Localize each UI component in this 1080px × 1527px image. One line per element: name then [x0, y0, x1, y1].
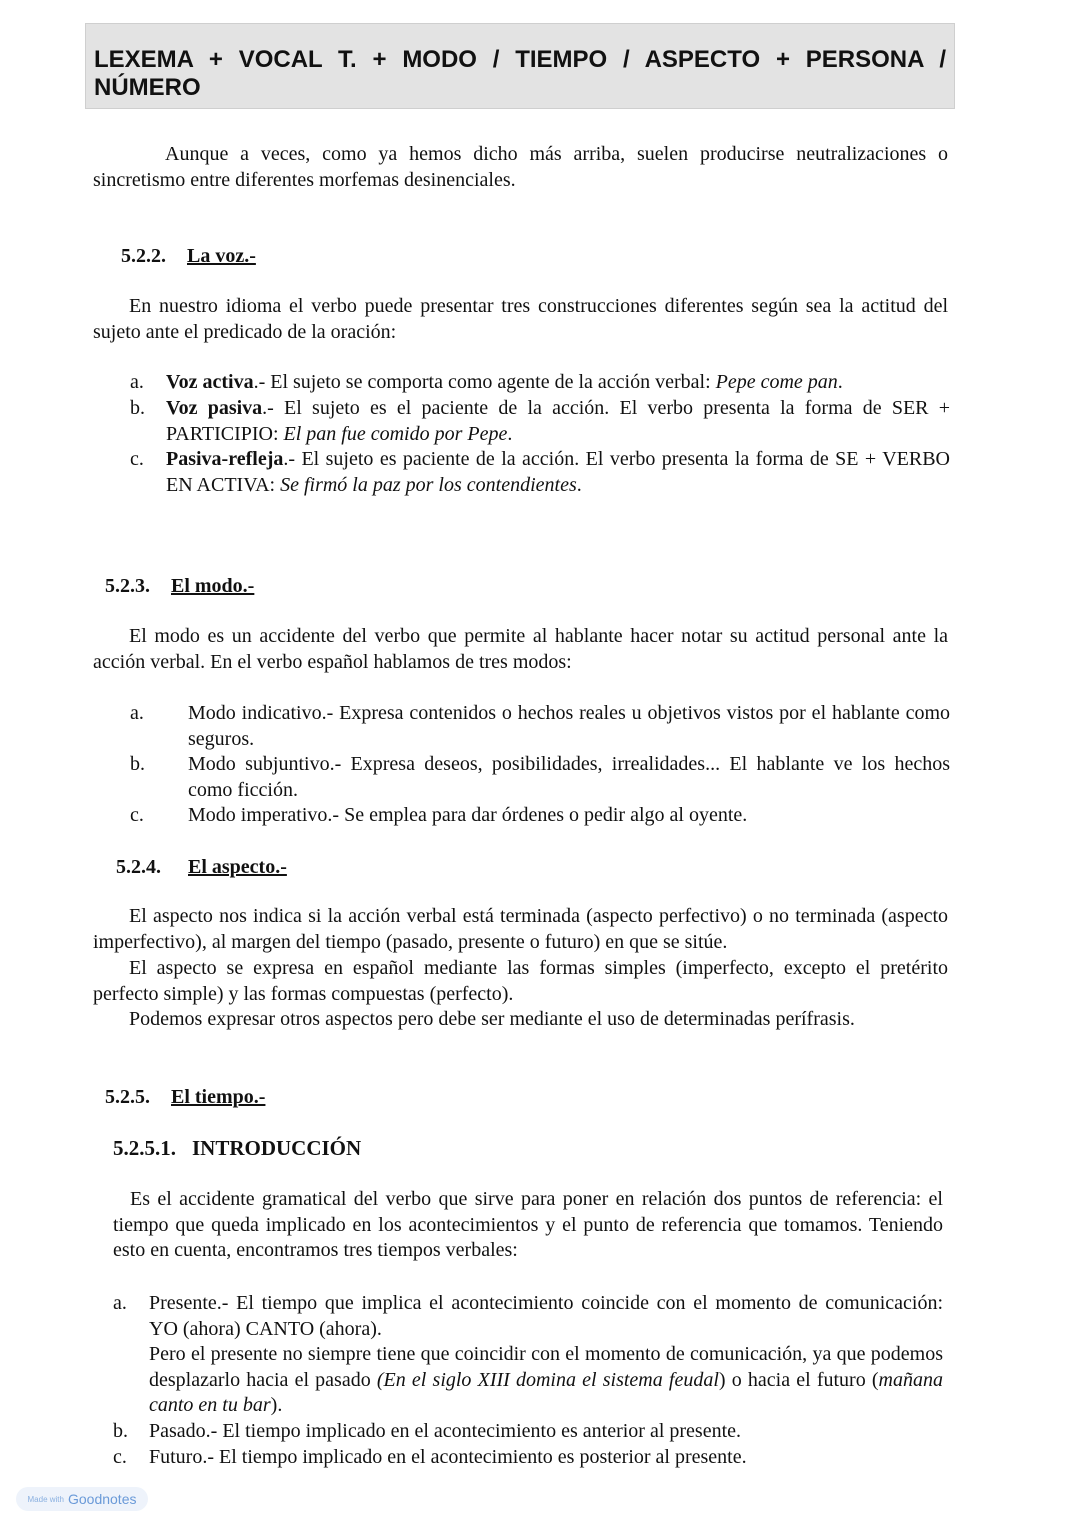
subsection-heading-introduccion [113, 1136, 361, 1161]
section-title: La voz.- [187, 245, 256, 267]
list-marker: b. [113, 1420, 128, 1442]
aspecto-paragraph: El aspecto se expresa en español mediante las formas simples (imperfecto, excepto el pretérito perfecto simple) y las formas compuestas (perfecto). [93, 957, 948, 1005]
presente-note [149, 1342, 943, 1419]
term: Voz pasiva [166, 397, 263, 419]
note-text: ). [270, 1394, 283, 1416]
list-text: Modo subjuntivo.- Expresa deseos, posibilidades, irrealidades... El hablante ve los hechos como ficción. [188, 753, 950, 801]
list-marker: a. [113, 1292, 127, 1314]
term: Pasiva-refleja [166, 448, 284, 470]
section-heading-aspecto [116, 855, 287, 880]
aspecto-paragraph: Podemos expresar otros aspectos pero debe ser mediante el uso de determinadas perífrasis. [129, 1008, 855, 1030]
list-marker: b. [130, 753, 145, 775]
list-marker: a. [130, 371, 144, 393]
punctuation: . [837, 371, 843, 393]
list-text: Modo indicativo.- Expresa contenidos o hechos reales u objetivos vistos por el hablante como seguros. [188, 702, 950, 750]
note-text: Pero el presente no siempre tiene que coincidir con el momento de comunicación, ya que podemos desplazarlo hacia el pasado [149, 1343, 943, 1391]
note-text: ) o hacia el futuro ( [718, 1368, 879, 1391]
tiempo-paragraph: Es el accidente gramatical del verbo que sirve para poner en relación dos puntos de referencia: el tiempo que queda implicado en los acontecimientos y el punto de referencia que tomamos. Teniendo esto en cuenta, encontramos tres tiempos verbales: [113, 1188, 943, 1261]
punctuation: . [507, 422, 513, 445]
punctuation: . [576, 473, 582, 496]
list-marker: b. [130, 397, 145, 419]
list-text [166, 447, 950, 498]
aspecto-paragraph: El aspecto nos indica si la acción verbal está terminada (aspecto perfectivo) o no terminada (aspecto imperfectivo), al margen del tiempo (pasado, presente o futuro) en que se sitúe. [93, 905, 948, 953]
modo-paragraph: El modo es un accidente del verbo que permite al hablante hacer notar su actitud personal ante la acción verbal. En el verbo español hablamos de tres modos: [93, 625, 948, 673]
section-number: 5.2.3. [105, 575, 150, 597]
goodnotes-badge [16, 1487, 148, 1511]
brand-label: Goodnotes [67, 1491, 137, 1507]
section-title: El aspecto.- [188, 856, 287, 878]
example: mañana canto en tu bar [149, 1368, 943, 1416]
section-number: 5.2.2. [121, 245, 166, 267]
section-heading-modo [105, 574, 254, 599]
list-text [166, 370, 950, 396]
section-heading-voz [121, 244, 256, 269]
description: .- El sujeto es paciente de la acción. El verbo presenta la forma de SE + VERBO EN ACTIVA: [166, 448, 950, 496]
list-text: Futuro.- El tiempo implicado en el acontecimiento es posterior al presente. [149, 1446, 747, 1468]
description: .- El sujeto se comporta como agente de la acción verbal: [253, 371, 716, 393]
list-marker: c. [130, 448, 144, 470]
list-marker: c. [130, 804, 144, 826]
list-text: Modo imperativo.- Se emplea para dar órdenes o pedir algo al oyente. [188, 804, 748, 826]
made-with-label: Made with [27, 1494, 64, 1504]
voz-paragraph: En nuestro idioma el verbo puede presentar tres construcciones diferentes según sea la actitud del sujeto ante el predicado de la oración: [93, 295, 948, 343]
example: Se firmó la paz por los contendientes [280, 473, 577, 496]
term: Voz activa [166, 371, 254, 393]
list-marker: a. [130, 702, 144, 724]
list-text [149, 1291, 943, 1419]
list-text: Pasado.- El tiempo implicado en el acontecimiento es anterior al presente. [149, 1420, 742, 1442]
section-number: 5.2.4. [116, 856, 161, 878]
section-title: El tiempo.- [171, 1086, 266, 1108]
header-title: LEXEMA + VOCAL T. + MODO / TIEMPO / ASPECTO + PERSONA / NÚMERO [94, 46, 946, 101]
subsection-title: INTRODUCCIÓN [192, 1136, 362, 1160]
intro-paragraph: Aunque a veces, como ya hemos dicho más arriba, suelen producirse neutralizaciones o sincretismo entre diferentes morfemas desinenciales. [93, 143, 948, 191]
subsection-number: 5.2.5.1. [113, 1136, 176, 1160]
description: .- El sujeto es el paciente de la acción. El verbo presenta la forma de SER + PARTICIPIO: [166, 397, 950, 445]
section-number: 5.2.5. [105, 1086, 150, 1108]
example: (En el siglo XIII domina el sistema feudal [376, 1368, 719, 1391]
presente-definition: Presente.- El tiempo que implica el acontecimiento coincide con el momento de comunicación: YO (ahora) CANTO (ahora). [149, 1292, 943, 1340]
example: Pepe come pan [715, 371, 838, 393]
section-heading-tiempo [105, 1085, 265, 1110]
section-title: El modo.- [171, 575, 255, 597]
list-text [166, 396, 950, 447]
header-banner [85, 23, 955, 109]
list-marker: c. [113, 1446, 127, 1468]
example: El pan fue comido por Pepe [283, 422, 508, 445]
